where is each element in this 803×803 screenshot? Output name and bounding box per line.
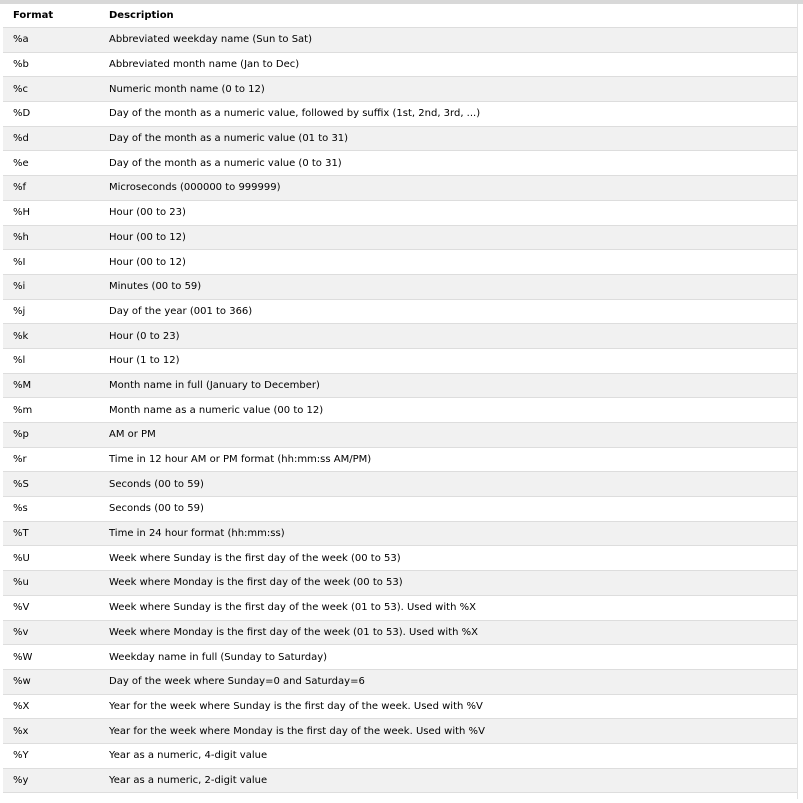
table-row — [3, 250, 798, 275]
description-cell: Time in 12 hour AM or PM format (hh:mm:ss AM/PM) — [99, 447, 798, 472]
description-cell: Time in 24 hour format (hh:mm:ss) — [99, 521, 798, 546]
format-specifier-cell: %x — [3, 719, 99, 744]
table-row — [3, 102, 798, 127]
description-cell: Day of the month as a numeric value (01 to 31) — [99, 126, 798, 151]
table-row — [3, 447, 798, 472]
description-cell: Week where Sunday is the first day of the week (01 to 53). Used with %X — [99, 595, 798, 620]
table-row — [3, 694, 798, 719]
description-cell: Hour (00 to 12) — [99, 225, 798, 250]
format-specifier-cell: %M — [3, 373, 99, 398]
description-cell: Year as a numeric, 2-digit value — [99, 768, 798, 793]
format-specifier-cell: %X — [3, 694, 99, 719]
description-cell: Hour (1 to 12) — [99, 348, 798, 373]
format-specifier-cell: %d — [3, 126, 99, 151]
description-cell: AM or PM — [99, 423, 798, 448]
table-row — [3, 373, 798, 398]
table-row — [3, 571, 798, 596]
description-cell: Week where Monday is the first day of the week (00 to 53) — [99, 571, 798, 596]
table-right-border — [797, 4, 798, 799]
table-row — [3, 423, 798, 448]
table-row — [3, 52, 798, 77]
description-cell: Day of the month as a numeric value, followed by suffix (1st, 2nd, 3rd, ...) — [99, 102, 798, 127]
description-cell: Day of the week where Sunday=0 and Saturday=6 — [99, 669, 798, 694]
table-row — [3, 521, 798, 546]
description-cell: Year as a numeric, 4-digit value — [99, 743, 798, 768]
description-cell: Week where Sunday is the first day of the week (00 to 53) — [99, 546, 798, 571]
table-row — [3, 620, 798, 645]
format-specifier-cell: %Y — [3, 743, 99, 768]
table-row — [3, 743, 798, 768]
description-cell: Hour (00 to 23) — [99, 200, 798, 225]
format-specifier-cell: %m — [3, 398, 99, 423]
description-cell: Weekday name in full (Sunday to Saturday) — [99, 645, 798, 670]
format-specifier-cell: %H — [3, 200, 99, 225]
description-cell: Day of the year (001 to 366) — [99, 299, 798, 324]
format-specifier-cell: %p — [3, 423, 99, 448]
table-row — [3, 472, 798, 497]
table-row — [3, 176, 798, 201]
format-specifier-cell: %v — [3, 620, 99, 645]
format-specifier-cell: %y — [3, 768, 99, 793]
format-specifier-cell: %h — [3, 225, 99, 250]
format-specifier-cell: %D — [3, 102, 99, 127]
description-cell: Seconds (00 to 59) — [99, 472, 798, 497]
table-row — [3, 398, 798, 423]
format-specifier-cell: %S — [3, 472, 99, 497]
description-cell: Hour (0 to 23) — [99, 324, 798, 349]
format-specifier-cell: %e — [3, 151, 99, 176]
description-cell: Minutes (00 to 59) — [99, 274, 798, 299]
table-row — [3, 768, 798, 793]
format-specifier-cell: %k — [3, 324, 99, 349]
format-specifier-cell: %V — [3, 595, 99, 620]
format-specifier-cell: %l — [3, 348, 99, 373]
table-row — [3, 546, 798, 571]
table-header-row — [3, 4, 798, 28]
format-specifier-cell: %c — [3, 77, 99, 102]
description-cell: Seconds (00 to 59) — [99, 497, 798, 522]
table-row — [3, 225, 798, 250]
table-row — [3, 274, 798, 299]
table-row — [3, 497, 798, 522]
description-cell: Year for the week where Sunday is the first day of the week. Used with %V — [99, 694, 798, 719]
table-row — [3, 595, 798, 620]
table-row — [3, 719, 798, 744]
description-cell: Abbreviated weekday name (Sun to Sat) — [99, 28, 798, 53]
format-specifier-cell: %r — [3, 447, 99, 472]
format-specifier-cell: %b — [3, 52, 99, 77]
description-cell: Month name as a numeric value (00 to 12) — [99, 398, 798, 423]
description-cell: Month name in full (January to December) — [99, 373, 798, 398]
format-specifier-cell: %s — [3, 497, 99, 522]
table-row — [3, 299, 798, 324]
format-specifier-cell: %U — [3, 546, 99, 571]
table-row — [3, 645, 798, 670]
column-header-format: Format — [3, 4, 99, 28]
description-cell: Hour (00 to 12) — [99, 250, 798, 275]
format-specifier-cell: %T — [3, 521, 99, 546]
format-specifier-cell: %a — [3, 28, 99, 53]
format-specifier-cell: %u — [3, 571, 99, 596]
description-cell: Microseconds (000000 to 999999) — [99, 176, 798, 201]
format-specifier-cell: %i — [3, 274, 99, 299]
table-row — [3, 324, 798, 349]
format-specifier-cell: %W — [3, 645, 99, 670]
table-row — [3, 77, 798, 102]
table-body — [3, 28, 798, 793]
description-cell: Abbreviated month name (Jan to Dec) — [99, 52, 798, 77]
format-specifier-cell: %j — [3, 299, 99, 324]
table-row — [3, 28, 798, 53]
column-header-description: Description — [99, 4, 798, 28]
table-row — [3, 348, 798, 373]
format-specifier-cell: %f — [3, 176, 99, 201]
format-specifier-cell: %I — [3, 250, 99, 275]
date-format-table — [3, 4, 798, 793]
table-row — [3, 151, 798, 176]
table-row — [3, 200, 798, 225]
description-cell: Numeric month name (0 to 12) — [99, 77, 798, 102]
table-row — [3, 669, 798, 694]
format-specifier-cell: %w — [3, 669, 99, 694]
table-row — [3, 126, 798, 151]
description-cell: Day of the month as a numeric value (0 to 31) — [99, 151, 798, 176]
description-cell: Year for the week where Monday is the first day of the week. Used with %V — [99, 719, 798, 744]
description-cell: Week where Monday is the first day of the week (01 to 53). Used with %X — [99, 620, 798, 645]
